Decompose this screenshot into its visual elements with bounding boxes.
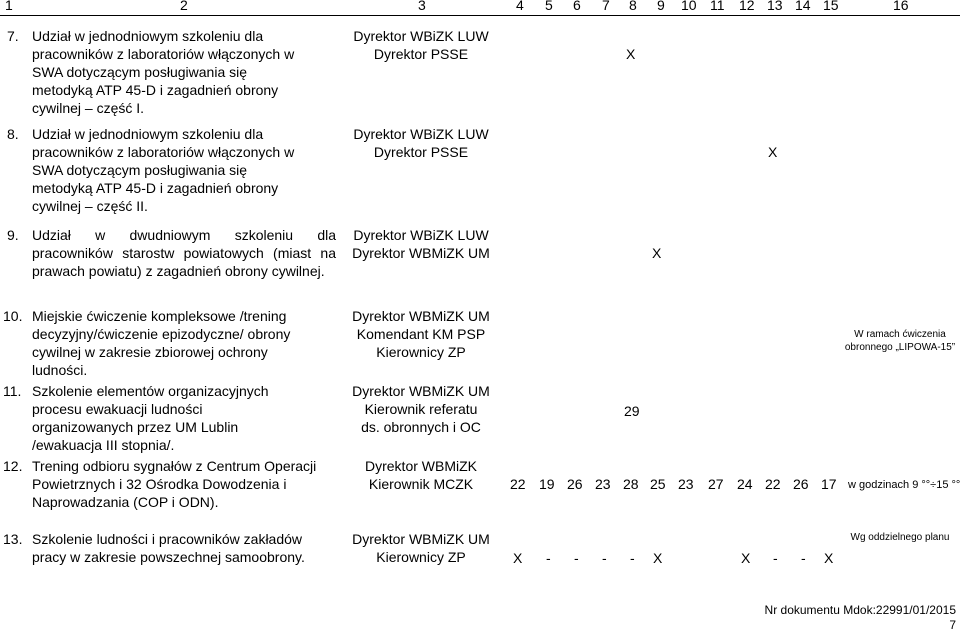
schedule-mark: 19 [539, 476, 555, 492]
schedule-mark: 26 [567, 476, 583, 492]
row-description: Udział w jednodniowym szkoleniu dla pracowników z laboratoriów włączonych w SWA dotyczącym posługiwania się metodyką ATP 45-D i zagadnień obrony cywilnej – część I. [32, 28, 295, 116]
row-description: Udział w jednodniowym szkoleniu dla pracowników z laboratoriów włączonych w SWA dotyczącym posługiwania się metodyką ATP 45-D i zagadnień obrony cywilnej – część II. [32, 126, 295, 214]
schedule-mark: X [626, 46, 636, 62]
row-responsible [336, 530, 506, 566]
column-header-9: 9 [657, 0, 665, 13]
schedule-mark: 22 [765, 476, 781, 492]
header-divider [0, 15, 960, 16]
schedule-mark: - [773, 550, 778, 566]
schedule-mark: X [824, 550, 834, 566]
page-number: 7 [949, 618, 956, 632]
row-number: 9. [7, 227, 19, 243]
responsible-line: Dyrektor PSSE [373, 144, 469, 160]
row-number: 11. [3, 383, 22, 399]
row-description: Udział w dwudniowym szkoleniu dla pracowników starostw powiatowych (miast na prawach powiatu) z zagadnień obrony cywilnej. [32, 227, 336, 279]
row-number: 8. [7, 126, 19, 142]
row-description: Szkolenie ludności i pracowników zakładów pracy w zakresie powszechnej samoobrony. [32, 531, 305, 565]
responsible-line: Kierownicy ZP [376, 549, 466, 565]
row-responsible [336, 27, 506, 63]
responsible-line: Dyrektor WBMiZK UM [352, 531, 490, 547]
column-header-3: 3 [418, 0, 426, 13]
row-note: w godzinach 9 °°÷15 °° [848, 479, 960, 491]
schedule-mark: 23 [678, 476, 694, 492]
column-header-2: 2 [180, 0, 188, 13]
schedule-mark: X [768, 144, 778, 160]
schedule-mark: - [630, 550, 635, 566]
column-header-1: 1 [5, 0, 13, 13]
responsible-line: Dyrektor WBiZK LUW [353, 126, 489, 142]
row-description: Miejskie ćwiczenie kompleksowe /trening decyzyjny/ćwiczenie epizodyczne/ obrony cywilnej w zakresie zbiorowej ochrony ludności. [32, 308, 291, 378]
row-number: 12. [3, 458, 23, 474]
row-description: Trening odbioru sygnałów z Centrum Operacji Powietrznych i 32 Ośrodka Dowodzenia i Naprowadzania (COP i ODN). [32, 458, 317, 510]
schedule-mark: 23 [595, 476, 611, 492]
row-note: W ramach ćwiczenia obronnego „LIPOWA-15” [844, 329, 956, 353]
schedule-mark: X [653, 550, 663, 566]
responsible-line: Dyrektor WBMiZK UM [352, 245, 490, 261]
schedule-mark: 22 [510, 476, 526, 492]
responsible-line: Dyrektor WBMiZK UM [352, 383, 490, 399]
schedule-mark: 27 [708, 476, 724, 492]
column-header-10: 10 [681, 0, 697, 13]
column-header-12: 12 [739, 0, 755, 13]
responsible-line: Dyrektor WBMiZK [365, 458, 477, 474]
column-header-7: 7 [602, 0, 610, 13]
responsible-line: Kierownik referatu [364, 401, 478, 417]
schedule-mark: - [546, 550, 551, 566]
schedule-mark: 28 [623, 476, 639, 492]
schedule-mark: 26 [793, 476, 809, 492]
responsible-line: Dyrektor WBiZK LUW [353, 227, 489, 243]
row-number: 13. [3, 531, 23, 547]
row-number: 10. [3, 308, 23, 324]
responsible-line: Dyrektor WBMiZK UM [352, 308, 490, 324]
row-responsible [336, 307, 506, 361]
schedule-mark: 25 [650, 476, 666, 492]
column-header-8: 8 [629, 0, 637, 13]
column-header-6: 6 [573, 0, 581, 13]
schedule-mark: 24 [737, 476, 753, 492]
row-responsible [336, 226, 506, 262]
schedule-mark: - [602, 550, 607, 566]
row-responsible [336, 382, 506, 436]
row-responsible [336, 125, 506, 161]
row-number: 7. [7, 28, 19, 44]
column-header-5: 5 [545, 0, 553, 13]
responsible-line: Dyrektor WBiZK LUW [353, 28, 489, 44]
column-header-4: 4 [516, 0, 524, 13]
column-header-14: 14 [795, 0, 811, 13]
row-responsible [336, 457, 506, 493]
responsible-line: Kierownicy ZP [376, 344, 466, 360]
schedule-mark: - [801, 550, 806, 566]
row-note: Wg oddzielnego planu [850, 532, 950, 543]
responsible-line: ds. obronnych i OC [361, 419, 481, 435]
column-header-11: 11 [710, 0, 725, 13]
schedule-mark: X [513, 550, 523, 566]
schedule-mark: X [741, 550, 751, 566]
column-header-15: 15 [823, 0, 839, 13]
document-number: Nr dokumentu Mdok:22991/01/2015 [764, 603, 956, 617]
responsible-line: Kierownik MCZK [368, 476, 474, 492]
schedule-mark: 17 [821, 476, 837, 492]
schedule-mark: - [574, 550, 579, 566]
responsible-line: Komendant KM PSP [356, 326, 486, 342]
column-header-13: 13 [767, 0, 783, 13]
row-description: Szkolenie elementów organizacyjnych procesu ewakuacji ludności organizowanych przez UM Lublin /ewakuacja III stopnia/. [32, 383, 269, 453]
column-header-16: 16 [893, 0, 909, 13]
schedule-mark: 29 [624, 403, 640, 419]
schedule-mark: X [652, 245, 662, 261]
responsible-line: Dyrektor PSSE [373, 46, 469, 62]
